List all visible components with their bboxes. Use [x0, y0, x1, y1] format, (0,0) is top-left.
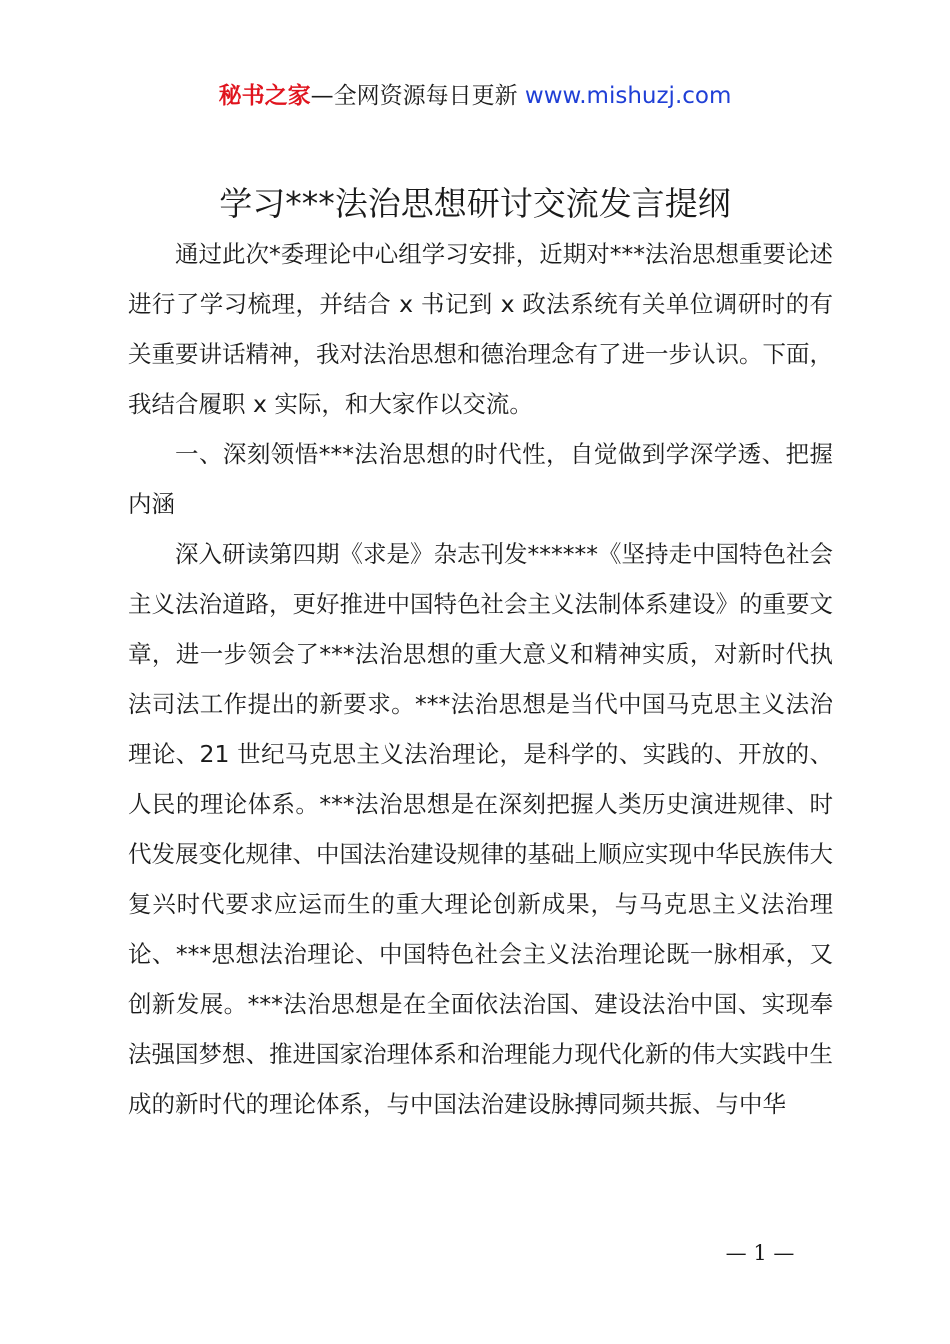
intro-paragraph: 通过此次*委理论中心组学习安排，近期对***法治思想重要论述进行了学习梳理，并结合 x 书记到 x 政法系统有关单位调研时的有关重要讲话精神，我对法治思想和德治理念有了进一步认识。下面，我结合履职 x 实际，和大家作以交流。 — [128, 240, 833, 418]
site-url: www.mishuzj.com — [524, 83, 732, 109]
page-number: — 1 — — [725, 1241, 795, 1265]
header-tagline: —全网资源每日更新 — [310, 83, 525, 109]
document-title: 学习***法治思想研讨交流发言提纲 — [219, 184, 731, 223]
brand-name: 秘书之家 — [218, 83, 311, 109]
document-body — [128, 229, 833, 1129]
section-heading: 一、深刻领悟***法治思想的时代性，自觉做到学深学透、把握内涵 — [128, 440, 833, 518]
body-paragraph: 深入研读第四期《求是》杂志刊发******《坚持走中国特色社会主义法治道路，更好推进中国特色社会主义法制体系建设》的重要文章，进一步领会了***法治思想的重大意义和精神实质，对新时代执法司法工作提出的新要求。***法治思想是当代中国马克思主义法治理论、21 世纪马克思主义法治理论，是科学的、实践的、开放的、人民的理论体系。***法治思想是在深刻把握人类历史演进规律、时代发展变化规律、中国法治建设规律的基础上顺应实现中华民族伟大复兴时代要求应运而生的重大理论创新成果，与马克思主义法治理论、***思想法治理论、中国特色社会主义法治理论既一脉相承，又创新发展。***法治思想是在全面依法治国、建设法治中国、实现奉法强国梦想、推进国家治理体系和治理能力现代化新的伟大实践中生成的新时代的理论体系，与中国法治建设脉搏同频共振、与中华 — [128, 540, 833, 1118]
site-header — [0, 80, 950, 112]
